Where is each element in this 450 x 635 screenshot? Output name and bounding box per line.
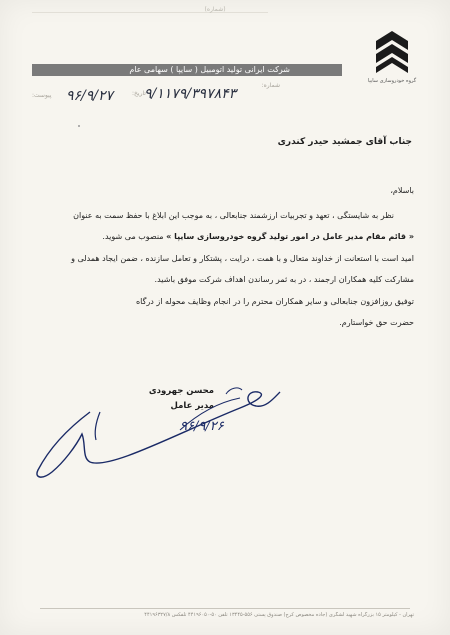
paragraph-1-end: منصوب می شوید.: [102, 232, 164, 241]
company-header-band: [32, 64, 342, 76]
handwritten-date: ۹۶/۹/۲۶: [180, 419, 224, 434]
footer-address: تهران - کیلومتر ۱۵ بزرگراه شهید لشگری (جاده مخصوص کرج) صندوق پستی ۵۵۶-۱۳۴۴۵ تلفن ۵۰-۴۴۱۹۶۰۵۰ تلفکس ۴۴۱۹۶۳۲۷/۸: [144, 612, 414, 618]
attachment-label: پیوست:: [32, 92, 52, 99]
appointment-line: [44, 226, 414, 248]
appointment-title: « قائم مقام مدیر عامل در امور تولید گروه خودروسازی سایپا »: [166, 232, 414, 241]
saipa-logo-icon: [368, 28, 416, 76]
number-label: شماره:: [261, 82, 280, 89]
company-name: شرکت ایرانی تولید اتومبیل ( سایپا ) سهامی عام: [129, 65, 290, 74]
paragraph-2-line-1: امید است با استعانت از خداوند متعال و با همت ، درایت ، پشتکار و تعامل سازنده ، ضمن ایجاد همدلی و: [71, 253, 414, 263]
paragraph-1: نظر به شایستگی ، تعهد و تجربیات ارزشمند جنابعالی ، به موجب این ابلاغ با حفظ سمت به عنوان: [73, 210, 394, 220]
letter-meta: [32, 82, 290, 108]
footer-rule: [40, 608, 410, 609]
logo-caption: گروه خودروسازی سایپا: [367, 78, 417, 84]
greeting: باسلام،: [390, 186, 414, 195]
paragraph-2-line-2: مشارکت کلیه همکاران ارجمند ، در به ثمر رساندن اهداف شرکت موفق باشید.: [154, 275, 414, 284]
number-value: ۹/۱۱۷۹/۳۹۷۸۴۳: [144, 86, 237, 102]
date-value: ۹۶/۹/۲۷: [66, 88, 114, 104]
paragraph-3-line-1: توفیق روزافزون جنابعالی و سایر همکاران محترم را در انجام وظایف محوله از درگاه: [135, 296, 414, 306]
punch-mark: [78, 125, 80, 127]
top-stamp: (شماره): [204, 6, 226, 13]
letter-body: [44, 180, 414, 334]
signer-title: مدیر عامل: [170, 401, 214, 411]
signer-name: محسن جهرودی: [148, 386, 214, 396]
handwritten-signature: [30, 372, 290, 492]
paragraph-3-line-2: حضرت حق خواستارم.: [339, 318, 414, 327]
date-label: تاریخ:: [132, 90, 146, 97]
recipient: جناب آقای جمشید حیدر کندری: [277, 137, 412, 147]
